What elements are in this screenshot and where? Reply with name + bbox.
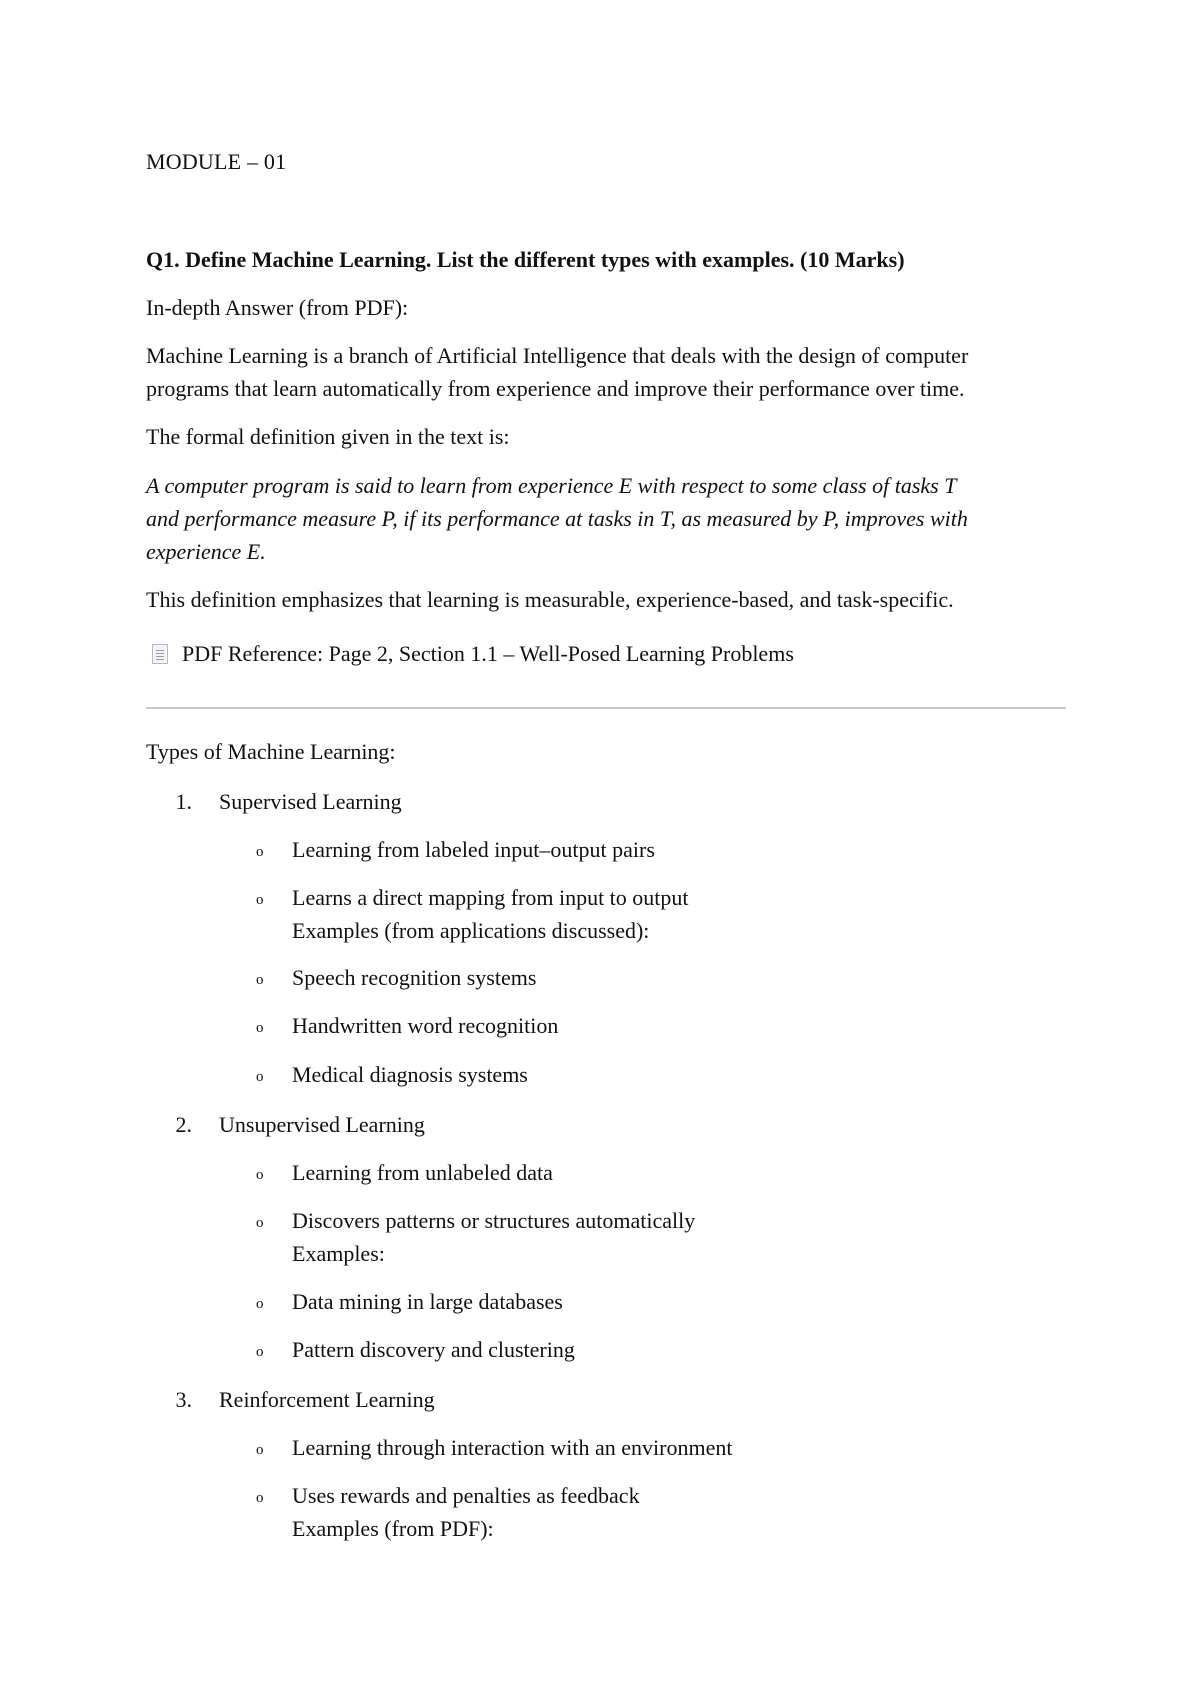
bullet-marker: o bbox=[256, 1069, 264, 1085]
list-number: 3. bbox=[175, 1387, 192, 1412]
list-item: Data mining in large databases bbox=[292, 1289, 563, 1314]
list-item: Learning from unlabeled data bbox=[292, 1160, 553, 1185]
document-icon bbox=[152, 644, 168, 664]
module-heading: MODULE – 01 bbox=[146, 149, 287, 174]
bullet-marker: o bbox=[256, 1296, 264, 1312]
bullet-marker: o bbox=[256, 1344, 264, 1360]
list-item: Speech recognition systems bbox=[292, 965, 537, 990]
list-item: Learning through interaction with an environment bbox=[292, 1435, 733, 1460]
bullet-marker: o bbox=[256, 844, 264, 860]
list-number: 1. bbox=[175, 789, 192, 814]
definition-line-2: programs that learn automatically from experience and improve their performance over time. bbox=[146, 376, 965, 401]
question-heading: Q1. Define Machine Learning. List the different types with examples. (10 Marks) bbox=[146, 247, 905, 272]
definition-line-1: Machine Learning is a branch of Artificial Intelligence that deals with the design of computer bbox=[146, 343, 969, 368]
pdf-reference-text: PDF Reference: Page 2, Section 1.1 – Well-Posed Learning Problems bbox=[182, 641, 794, 666]
bullet-marker: o bbox=[256, 1215, 264, 1231]
type-title-reinforcement: Reinforcement Learning bbox=[219, 1387, 435, 1412]
list-item: Pattern discovery and clustering bbox=[292, 1337, 575, 1362]
bullet-marker: o bbox=[256, 1020, 264, 1036]
list-item: Learns a direct mapping from input to output bbox=[292, 885, 689, 910]
bullet-marker: o bbox=[256, 1167, 264, 1183]
answer-intro: In-depth Answer (from PDF): bbox=[146, 295, 409, 320]
type-title-supervised: Supervised Learning bbox=[219, 789, 402, 814]
bullet-marker: o bbox=[256, 1490, 264, 1506]
emphasis-sentence: This definition emphasizes that learning is measurable, experience-based, and task-specific. bbox=[146, 587, 954, 612]
list-item-continuation: Examples: bbox=[292, 1241, 385, 1266]
list-number: 2. bbox=[175, 1112, 192, 1137]
bullet-marker: o bbox=[256, 972, 264, 988]
list-item: Discovers patterns or structures automatically bbox=[292, 1208, 696, 1233]
list-item: Learning from labeled input–output pairs bbox=[292, 837, 655, 862]
formal-definition-line-2: and performance measure P, if its performance at tasks in T, as measured by P, improves with bbox=[146, 506, 968, 531]
list-item-continuation: Examples (from PDF): bbox=[292, 1516, 494, 1541]
formal-definition-intro: The formal definition given in the text is: bbox=[146, 424, 510, 449]
list-item-continuation: Examples (from applications discussed): bbox=[292, 918, 650, 943]
type-title-unsupervised: Unsupervised Learning bbox=[219, 1112, 425, 1137]
list-item: Handwritten word recognition bbox=[292, 1013, 559, 1038]
horizontal-divider bbox=[146, 707, 1066, 709]
list-item: Uses rewards and penalties as feedback bbox=[292, 1483, 640, 1508]
bullet-marker: o bbox=[256, 892, 264, 908]
types-heading: Types of Machine Learning: bbox=[146, 739, 396, 764]
formal-definition-line-3: experience E. bbox=[146, 539, 266, 564]
list-item: Medical diagnosis systems bbox=[292, 1062, 528, 1087]
pdf-reference bbox=[146, 638, 794, 670]
formal-definition-line-1: A computer program is said to learn from experience E with respect to some class of tasks T bbox=[146, 473, 957, 498]
bullet-marker: o bbox=[256, 1442, 264, 1458]
